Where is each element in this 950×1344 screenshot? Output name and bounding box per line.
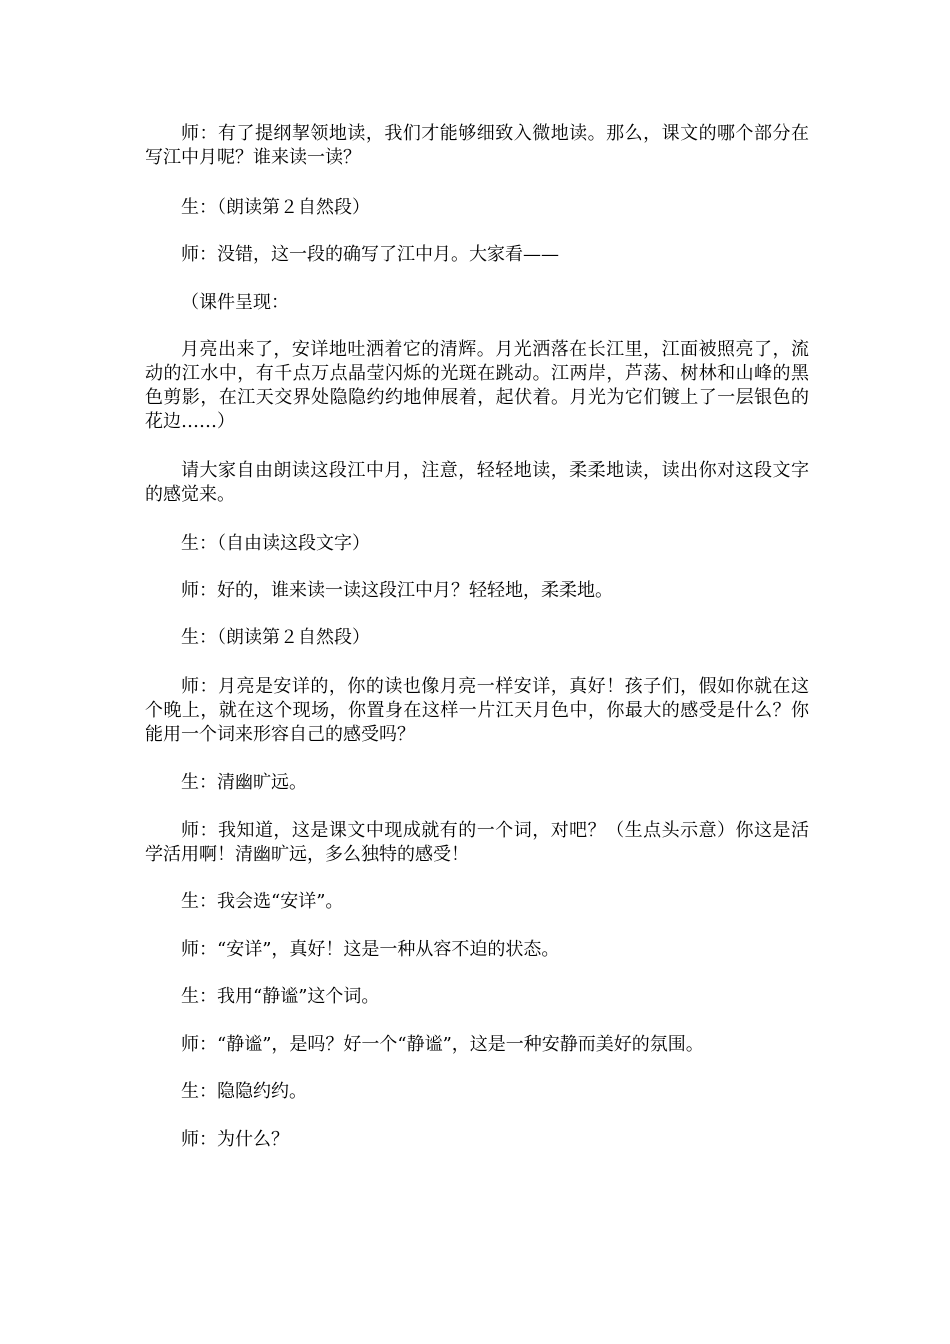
paragraph: 师：“静谧”，是吗？好一个“静谧”，这是一种安静而美好的氛围。 xyxy=(181,1034,704,1055)
paragraph: 生：（自由读这段文字） xyxy=(181,533,370,554)
paragraph: 生：清幽旷远。 xyxy=(181,772,307,793)
document-body xyxy=(145,122,809,1152)
paragraph: 生：我会选“安详”。 xyxy=(181,891,344,912)
paragraph: 师：有了提纲挈领地读，我们才能够细致入微地读。那么，课文的哪个部分在写江中月呢？谁来读一读？ xyxy=(145,123,809,168)
paragraph: 师：为什么？ xyxy=(181,1129,289,1150)
paragraph: 师：月亮是安详的，你的读也像月亮一样安详，真好！孩子们，假如你就在这个晚上，就在这个现场，你置身在这样一片江天月色中，你最大的感受是什么？你能用一个词来形容自己的感受吗？ xyxy=(145,676,809,745)
paragraph: 师：我知道，这是课文中现成就有的一个词，对吧？（生点头示意）你这是活学活用啊！清幽旷远，多么独特的感受！ xyxy=(145,820,809,865)
paragraph: 师：没错，这一段的确写了江中月。大家看—— xyxy=(181,244,559,265)
paragraph: 生：隐隐约约。 xyxy=(181,1081,307,1102)
paragraph: 请大家自由朗读这段江中月，注意，轻轻地读，柔柔地读，读出你对这段文字的感觉来。 xyxy=(145,460,809,505)
paragraph: 师：“安详”，真好！这是一种从容不迫的状态。 xyxy=(181,939,560,960)
paragraph: 生：（朗读第２自然段） xyxy=(181,197,370,218)
paragraph: 月亮出来了，安详地吐洒着它的清辉。月光洒落在长江里，江面被照亮了，流动的江水中，有千点万点晶莹闪烁的光斑在跳动。江两岸，芦荡、树林和山峰的黑色剪影，在江天交界处隐隐约约地伸展着，起伏着。月光为它们镀上了一层银色的花边……） xyxy=(145,339,809,432)
paragraph: 生：（朗读第２自然段） xyxy=(181,627,370,648)
paragraph: 生：我用“静谧”这个词。 xyxy=(181,986,380,1007)
paragraph: 师：好的，谁来读一读这段江中月？轻轻地，柔柔地。 xyxy=(181,580,613,601)
paragraph: （课件呈现： xyxy=(181,292,289,313)
